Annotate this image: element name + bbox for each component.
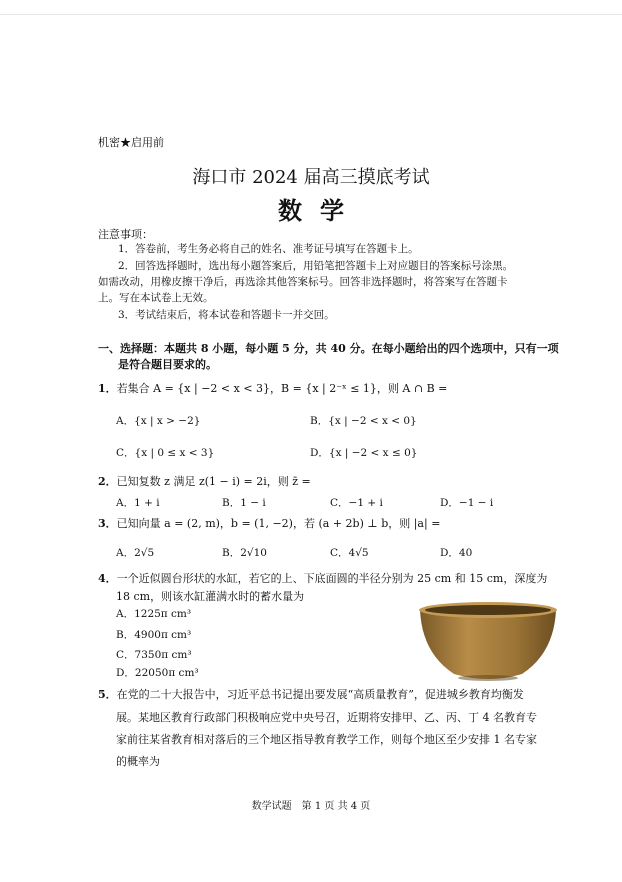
question-2-option-a: A．1 + i: [116, 497, 160, 509]
question-3-option-c: C．4√5: [330, 547, 369, 559]
confidential-label: 机密★启用前: [98, 136, 164, 149]
subject-title: 数学: [278, 196, 362, 225]
notice-item-2-line-2: 如需改动，用橡皮擦干净后，再选涂其他答案标号。回答非选择题时，将答案写在答题卡: [98, 276, 508, 288]
section-heading-line-1: 一、选择题：本题共 8 小题，每小题 5 分，共 40 分。在每小题给出的四个选项中，只有一项: [98, 342, 559, 355]
question-2-option-d: D．−1 − i: [440, 497, 494, 509]
section-heading-line-2: 是符合题目要求的。: [118, 358, 217, 371]
question-4-option-b: B．4900π cm³: [116, 629, 192, 641]
question-stem: 若集合 A = {x | −2 < x < 3}，B = {x | 2⁻ˣ ≤ 1}，则 A ∩ B =: [116, 382, 448, 395]
question-number: 5．: [98, 688, 117, 701]
question-4-option-a: A．1225π cm³: [116, 608, 192, 620]
question-3-option-b: B．2√10: [222, 547, 267, 559]
question-5-stem-line-2: 展。某地区教育行政部门积极响应党中央号召，近期将安排甲、乙、丙、丁 4 名教育专: [116, 711, 537, 724]
question-number: 2．: [98, 475, 117, 488]
question-number: 3．: [98, 517, 117, 530]
question-1: [98, 380, 447, 396]
question-1-option-b: B．{x | −2 < x < 0}: [310, 415, 417, 427]
question-4-option-c: C．7350π cm³: [116, 649, 192, 661]
page-footer: 数学试题 第 1 页 共 4 页: [251, 801, 371, 812]
question-4-stem-line-2: 18 cm，则该水缸灌满水时的蓄水量为: [116, 590, 305, 603]
question-5-stem-line-3: 家前往某省教育相对落后的三个地区指导教育教学工作，则每个地区至少安排 1 名专家: [116, 733, 537, 746]
question-3-option-a: A．2√5: [116, 547, 155, 559]
question-1-option-a: A．{x | x > −2}: [116, 415, 201, 427]
question-2-option-c: C．−1 + i: [330, 497, 383, 509]
question-4: [98, 570, 547, 586]
notice-item-2-line-1: 2．回答选择题时，选出每小题答案后，用铅笔把答题卡上对应题目的答案标号涂黑。: [118, 260, 514, 272]
question-stem-line-1: 在党的二十大报告中，习近平总书记提出要发展“高质量教育”，促进城乡教育均衡发: [116, 688, 524, 701]
question-3: [98, 515, 440, 531]
question-5-stem-line-4: 的概率为: [116, 755, 160, 768]
notice-heading: 注意事项：: [98, 228, 153, 241]
question-stem: 已知向量 a = (2, m)，b = (1, −2)，若 (a + 2b) ⊥ b，则 |a| =: [116, 517, 441, 530]
water-vat-image: [414, 598, 562, 682]
question-3-option-d: D．40: [440, 547, 473, 559]
question-1-option-d: D．{x | −2 < x ≤ 0}: [310, 447, 418, 459]
notice-item-1: 1．答卷前，考生务必将自己的姓名、准考证号填写在答题卡上。: [118, 243, 419, 255]
exam-title: 海口市 2024 届高三摸底考试: [192, 167, 430, 188]
question-5: [98, 686, 524, 702]
question-stem-line-1: 一个近似圆台形状的水缸，若它的上、下底面圆的半径分别为 25 cm 和 15 cm，深度为: [116, 572, 548, 585]
page-top-border: [0, 14, 622, 15]
question-1-option-c: C．{x | 0 ≤ x < 3}: [116, 447, 215, 459]
question-number: 4．: [98, 572, 117, 585]
question-4-option-d: D．22050π cm³: [116, 667, 199, 679]
notice-item-2-line-3: 上。写在本试卷上无效。: [98, 292, 214, 304]
question-2-option-b: B．1 − i: [222, 497, 266, 509]
notice-item-3: 3．考试结束后，将本试卷和答题卡一并交回。: [118, 309, 335, 321]
question-stem: 已知复数 z 满足 z(1 − i) = 2i，则 z̄ =: [116, 475, 311, 488]
question-2: [98, 473, 311, 489]
question-number: 1．: [98, 382, 117, 395]
